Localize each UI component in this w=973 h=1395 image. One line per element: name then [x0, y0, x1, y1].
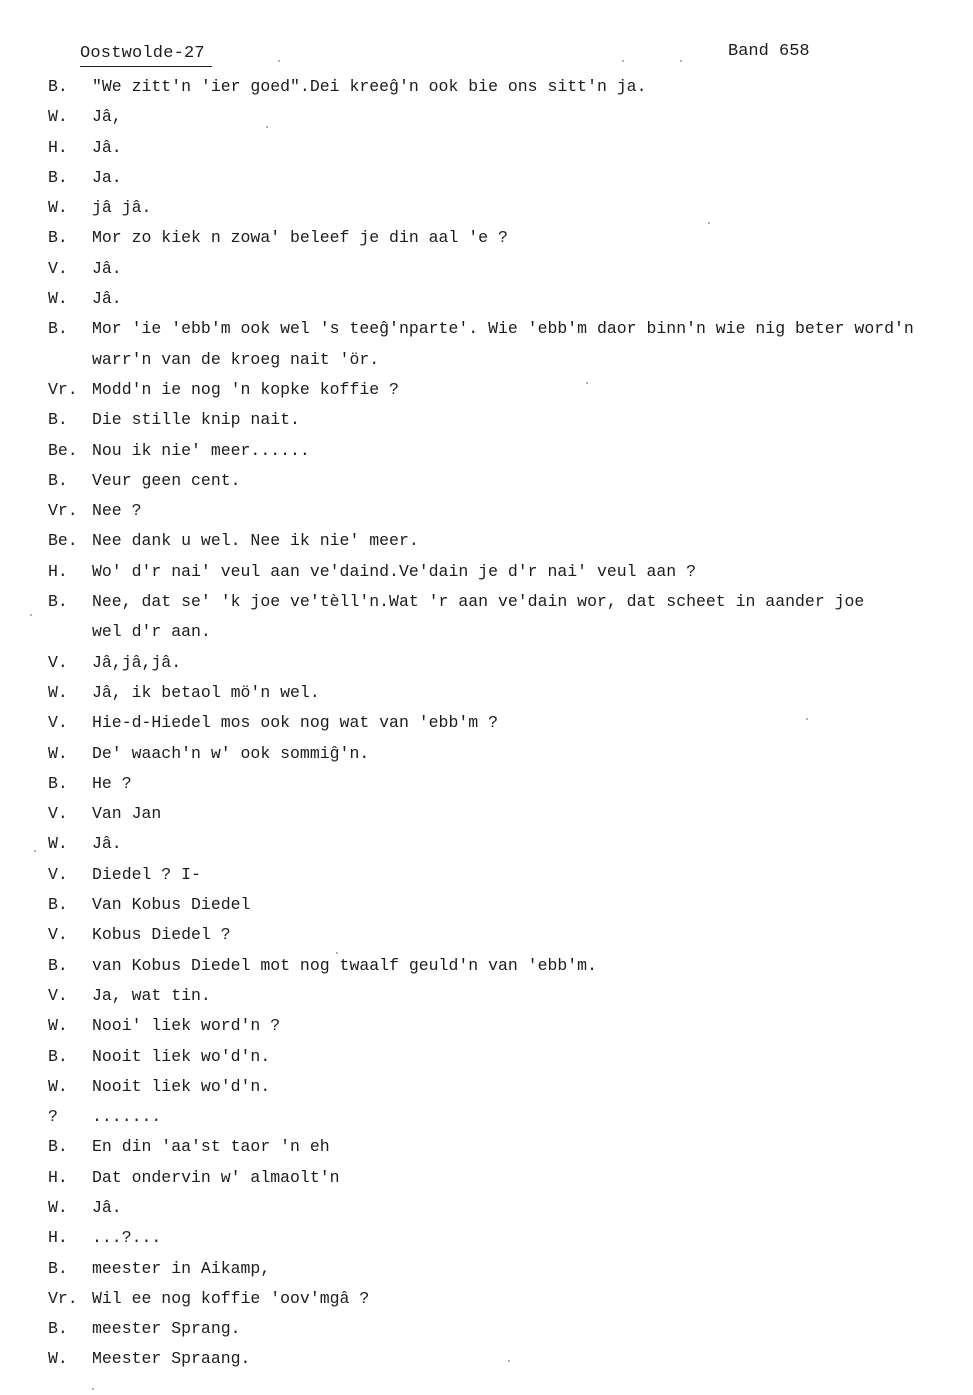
- band-number: Band 658: [728, 42, 810, 61]
- speaker-label: H.: [48, 137, 68, 157]
- utterance-text: Kobus Diedel ?: [92, 925, 231, 945]
- transcript-line: [0, 617, 973, 647]
- utterance-text: Mor zo kiek n zowa' beleef je din aal 'e ?: [92, 228, 508, 248]
- transcript-line: [0, 1072, 973, 1102]
- speaker-label: B.: [48, 773, 68, 793]
- transcript-line: [0, 1254, 973, 1284]
- speaker-label: V.: [48, 258, 68, 278]
- transcript-line: [0, 345, 973, 375]
- utterance-text: Dat ondervin w' almaolt'n: [92, 1167, 340, 1187]
- utterance-text: Modd'n ie nog 'n kopke koffie ?: [92, 379, 399, 399]
- speaker-label: B.: [48, 167, 68, 187]
- speaker-label: B.: [48, 1258, 68, 1278]
- utterance-text: Jâ.: [92, 289, 122, 309]
- transcript-line: [0, 1132, 973, 1162]
- speaker-label: B.: [48, 319, 68, 339]
- utterance-text: meester Sprang.: [92, 1319, 241, 1339]
- speaker-label: W.: [48, 682, 68, 702]
- speaker-label: B.: [48, 1046, 68, 1066]
- utterance-text: Veur geen cent.: [92, 470, 241, 490]
- transcript-line: [0, 769, 973, 799]
- transcript-line: [0, 708, 973, 738]
- scan-speck: [336, 952, 338, 954]
- transcript-line: [0, 1223, 973, 1253]
- transcript-line: [0, 829, 973, 859]
- transcript-line: [0, 1344, 973, 1374]
- utterance-text: van Kobus Diedel mot nog twaalf geuld'n van 'ebb'm.: [92, 955, 597, 975]
- utterance-text: Ja, wat tin.: [92, 985, 211, 1005]
- scan-speck: [30, 614, 32, 616]
- utterance-text: Jâ.: [92, 258, 122, 278]
- speaker-label: V.: [48, 925, 68, 945]
- utterance-text: wel d'r aan.: [92, 622, 211, 642]
- utterance-text: Nee ?: [92, 501, 142, 521]
- speaker-label: B.: [48, 1319, 68, 1339]
- utterance-text: Diedel ? I-: [92, 864, 201, 884]
- utterance-text: meester in Aikamp,: [92, 1258, 271, 1278]
- scan-speck: [266, 126, 268, 128]
- transcript-line: [0, 648, 973, 678]
- utterance-text: Jâ, ik betaol mö'n wel.: [92, 682, 320, 702]
- speaker-label: Be.: [48, 531, 78, 551]
- utterance-text: En din 'aa'st taor 'n eh: [92, 1137, 330, 1157]
- utterance-text: Nooi' liek word'n ?: [92, 1016, 281, 1036]
- scan-speck: [806, 718, 808, 720]
- utterance-text: warr'n van de kroeg nait 'ör.: [92, 349, 380, 369]
- utterance-text: Van Kobus Diedel: [92, 895, 251, 915]
- transcript-line: [0, 678, 973, 708]
- transcript-line: [0, 284, 973, 314]
- utterance-text: Nee dank u wel. Nee ik nie' meer.: [92, 531, 419, 551]
- speaker-label: V.: [48, 985, 68, 1005]
- speaker-label: B.: [48, 410, 68, 430]
- transcript-line: [0, 1011, 973, 1041]
- speaker-label: W.: [48, 289, 68, 309]
- transcript-line: [0, 1042, 973, 1072]
- utterance-text: jâ jâ.: [92, 198, 152, 218]
- transcript-line: [0, 557, 973, 587]
- scan-speck: [586, 382, 588, 384]
- utterance-text: Van Jan: [92, 804, 162, 824]
- speaker-label: B.: [48, 470, 68, 490]
- speaker-label: B.: [48, 592, 68, 612]
- transcript-line: [0, 860, 973, 890]
- transcript-line: [0, 254, 973, 284]
- speaker-label: Vr.: [48, 501, 78, 521]
- transcript-line: [0, 526, 973, 556]
- speaker-label: W.: [48, 834, 68, 854]
- utterance-text: He ?: [92, 773, 132, 793]
- utterance-text: Jâ.: [92, 1197, 122, 1217]
- speaker-label: ?: [48, 1107, 58, 1127]
- transcript-line: [0, 314, 973, 344]
- transcript-line: [0, 466, 973, 496]
- speaker-label: V.: [48, 864, 68, 884]
- transcript-line: [0, 981, 973, 1011]
- speaker-label: Be.: [48, 440, 78, 460]
- scan-speck: [278, 60, 280, 62]
- utterance-text: Nou ik nie' meer......: [92, 440, 310, 460]
- transcript-line: [0, 193, 973, 223]
- speaker-label: V.: [48, 804, 68, 824]
- utterance-text: Meester Spraang.: [92, 1349, 251, 1369]
- utterance-text: Ja.: [92, 167, 122, 187]
- transcript-line: [0, 223, 973, 253]
- speaker-label: W.: [48, 107, 68, 127]
- transcript-line: [0, 920, 973, 950]
- utterance-text: De' waach'n w' ook sommiĝ'n.: [92, 743, 370, 763]
- transcript-line: [0, 1163, 973, 1193]
- scan-speck: [34, 850, 36, 852]
- scan-speck: [92, 1388, 94, 1390]
- utterance-text: Die stille knip nait.: [92, 410, 300, 430]
- transcript-line: [0, 1314, 973, 1344]
- transcript-line: [0, 375, 973, 405]
- speaker-label: V.: [48, 713, 68, 733]
- speaker-label: B.: [48, 895, 68, 915]
- transcript-line: [0, 102, 973, 132]
- transcript-line: [0, 587, 973, 617]
- utterance-text: "We zitt'n 'ier goed".Dei kreeĝ'n ook bie ons sitt'n ja.: [92, 77, 647, 96]
- transcript-line: [0, 890, 973, 920]
- speaker-label: H.: [48, 561, 68, 581]
- speaker-label: B.: [48, 1137, 68, 1157]
- transcript-line: [0, 799, 973, 829]
- speaker-label: W.: [48, 1349, 68, 1369]
- transcript-line: [0, 72, 973, 102]
- transcript-line: [0, 1193, 973, 1223]
- utterance-text: Mor 'ie 'ebb'm ook wel 's teeĝ'nparte'. Wie 'ebb'm daor binn'n wie nig beter word'n: [92, 319, 914, 339]
- transcript-line: [0, 163, 973, 193]
- utterance-text: Wil ee nog koffie 'oov'mgâ ?: [92, 1288, 370, 1308]
- speaker-label: W.: [48, 1076, 68, 1096]
- utterance-text: ...?...: [92, 1228, 162, 1248]
- scan-speck: [680, 60, 682, 62]
- document-title: Oostwolde-27: [80, 44, 212, 67]
- speaker-label: V.: [48, 652, 68, 672]
- transcript-line: [0, 133, 973, 163]
- utterance-text: Jâ,: [92, 107, 122, 127]
- speaker-label: B.: [48, 77, 68, 96]
- speaker-label: H.: [48, 1167, 68, 1187]
- utterance-text: Hie-d-Hiedel mos ook nog wat van 'ebb'm ?: [92, 713, 498, 733]
- transcript-line: [0, 951, 973, 981]
- utterance-text: Nee, dat se' 'k joe ve'tèll'n.Wat 'r aan ve'dain wor, dat scheet in aander joe: [92, 592, 865, 612]
- speaker-label: W.: [48, 198, 68, 218]
- transcript-line: [0, 739, 973, 769]
- transcript-line: [0, 405, 973, 435]
- utterance-text: Jâ,jâ,jâ.: [92, 652, 182, 672]
- utterance-text: Nooit liek wo'd'n.: [92, 1076, 271, 1096]
- speaker-label: Vr.: [48, 379, 78, 399]
- speaker-label: Vr.: [48, 1288, 78, 1308]
- transcript-line: [0, 1284, 973, 1314]
- utterance-text: Jâ.: [92, 137, 122, 157]
- utterance-text: Nooit liek wo'd'n.: [92, 1046, 271, 1066]
- transcript-line: [0, 1102, 973, 1132]
- scan-speck: [622, 60, 624, 62]
- scan-speck: [508, 1360, 510, 1362]
- speaker-label: W.: [48, 1197, 68, 1217]
- transcript-line: [0, 436, 973, 466]
- speaker-label: B.: [48, 955, 68, 975]
- scan-speck: [708, 222, 710, 224]
- speaker-label: W.: [48, 743, 68, 763]
- speaker-label: B.: [48, 228, 68, 248]
- utterance-text: .......: [92, 1107, 162, 1127]
- transcript-line: [0, 496, 973, 526]
- utterance-text: Jâ.: [92, 834, 122, 854]
- transcript-lines: [0, 72, 973, 1375]
- speaker-label: W.: [48, 1016, 68, 1036]
- speaker-label: H.: [48, 1228, 68, 1248]
- utterance-text: Wo' d'r nai' veul aan ve'daind.Ve'dain je d'r nai' veul aan ?: [92, 561, 696, 581]
